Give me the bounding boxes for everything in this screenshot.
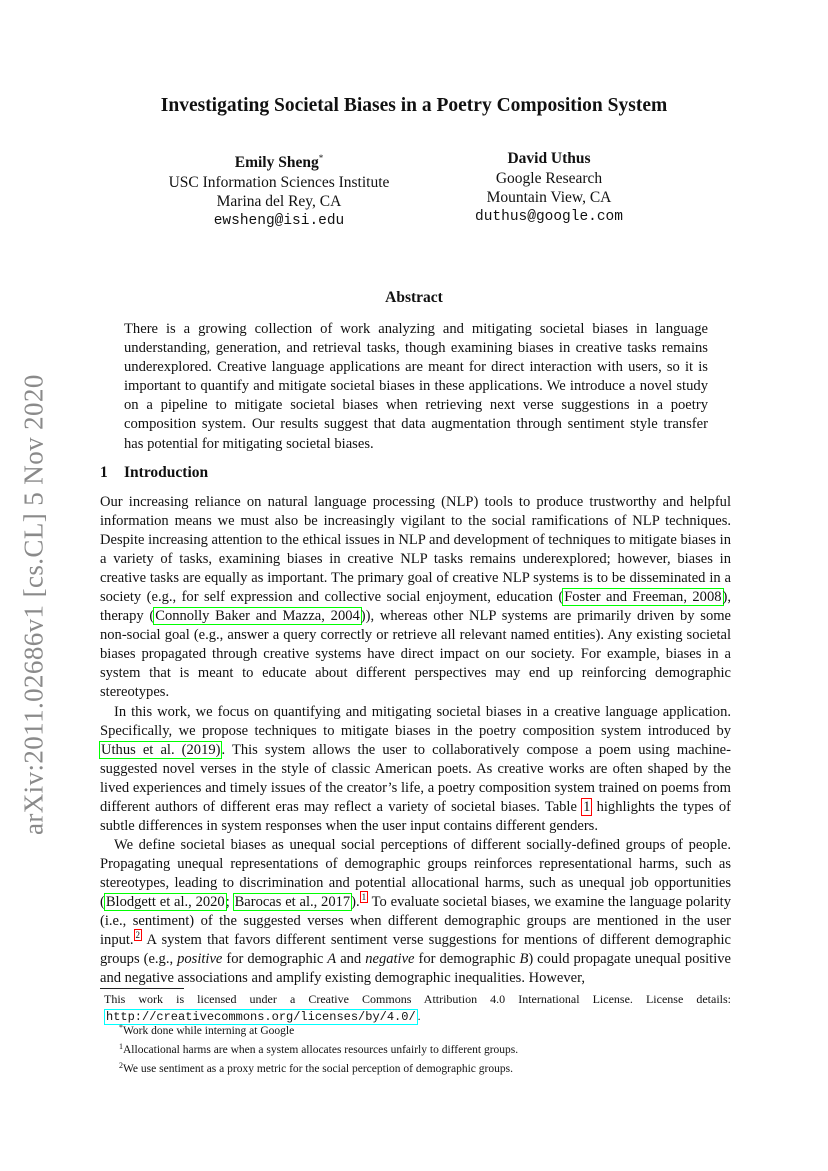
text-run: . This system allows the user to collaboratively compose a poem using machine-suggested novel verses in the style of classic American poets. As creative works are often shaped by the lived experiences and timely issues of the creator’s life, a poetry composition system trained on poems from different authors of different eras may reflect a variety of societal biases. Table — [100, 741, 731, 815]
abstract-heading: Abstract — [385, 289, 443, 306]
author-email: duthus@google.com — [475, 208, 623, 225]
footnote-divider — [100, 988, 184, 989]
citation-link[interactable]: Barocas et al., 2017 — [234, 893, 351, 910]
author-location: Mountain View, CA — [486, 189, 612, 207]
footnote-text: Allocational harms are when a system allocates resources unfairly to different groups. — [123, 1044, 519, 1056]
abstract-text: There is a growing collection of work analyzing and mitigating societal biases in language understanding, generation, and retrieval tasks, though examining biases in creative tasks remains underexplored. Creative language applications are meant for direct interaction with users, so it is important to quantify and mitigate societal biases in these applications. We introduce a novel study on a pipeline to mitigate societal biases when retrieving next verse suggestions in a poetry composition system. Our results suggest that data augmentation through sentiment style transfer has potential for mitigating societal biases. — [124, 321, 708, 452]
author-block-uthus — [399, 149, 699, 227]
arxiv-identifier: arXiv:2011.02686v1 [cs.CL] 5 Nov 2020 — [18, 374, 49, 836]
footnote-text: Work done while interning at Google — [123, 1025, 295, 1037]
footnote — [119, 1020, 731, 1039]
paper-title: Investigating Societal Biases in a Poetry Composition System — [160, 95, 668, 116]
author-affiliation: Google Research — [495, 169, 603, 187]
footnote-link[interactable]: 1 — [361, 891, 367, 902]
text-run: To evaluate societal biases, we examine the language polarity (i.e., sentiment) of the suggested verses when different demographic groups are mentioned in the user input. — [100, 893, 731, 949]
text-run: A system that favors different sentiment verse suggestions for mentions of different demographic groups (e.g., — [100, 932, 731, 968]
text-run: We define societal biases as unequal social perceptions of different socially-defined groups of people. Propagating unequal representations of demographic groups reinforces representational harms, such as stereotypes, leading to discrimination and potential allocational harms, such as unequal job opportunities ( — [100, 836, 731, 910]
author-location: Marina del Rey, CA — [216, 193, 342, 211]
citation-link[interactable]: Foster and Freeman, 2008 — [564, 589, 722, 606]
footnote-mark: * — [119, 1023, 123, 1032]
section-number: 1 — [100, 464, 108, 481]
footnote-text: We use sentiment as a proxy metric for the social perception of demographic groups. — [123, 1063, 513, 1075]
text-run: Our increasing reliance on natural language processing (NLP) tools to produce trustworthy and helpful information means we must also be increasingly vigilant to the social ramifications of NLP techniques. Despite increasing attention to the ethical issues in NLP and development of techniques to mitigate biases in a variety of tasks, examining biases in creative NLP tasks remains underexplored; however, biases in creative tasks are equally as important. The primary goal of creative NLP systems is to be disseminated in a society (e.g., for self expression and collective social enjoyment, education ( — [100, 494, 731, 606]
footnote-link[interactable]: 2 — [135, 930, 141, 941]
text-run: )), whereas other NLP systems are primarily driven by some non-social goal (e.g., answer a query correctly or retrieve all relevant named entities). Any existing societal biases propagated through creative systems have direct impact on our society. For example, biases in a system that is meant to educate about different perspectives may end up reinforcing demographic stereotypes. — [100, 608, 731, 701]
emphasis: A — [327, 951, 337, 968]
paragraph — [100, 703, 731, 836]
introduction-body — [100, 493, 731, 988]
section-title: Introduction — [124, 464, 209, 481]
text-run: ) could propagate unequal positive and negative associations and amplify existing demographic inequalities. However, — [100, 951, 731, 987]
footnote — [119, 1039, 731, 1058]
emphasis: positive — [177, 951, 223, 968]
citation-link[interactable]: Blodgett et al., 2020 — [105, 893, 225, 910]
emphasis: negative — [365, 951, 415, 968]
text-run: In this work, we focus on quantifying and mitigating societal biases in a creative language application. Specifically, we propose techniques to mitigate biases in the poetry composition system introduced by — [100, 703, 731, 739]
author-email: ewsheng@isi.edu — [213, 212, 345, 229]
footnote-mark: 2 — [119, 1061, 123, 1070]
text-run: . — [417, 1008, 421, 1023]
paragraph — [100, 493, 731, 703]
text-run: highlights the types of subtle differences in system responses when the user input contains different genders. — [100, 798, 731, 834]
author-name: David Uthus — [507, 150, 591, 167]
paragraph — [100, 836, 731, 988]
footnotes — [119, 1020, 731, 1077]
citation-link[interactable]: Uthus et al. (2019) — [101, 741, 221, 758]
table-reference-link[interactable]: 1 — [583, 798, 591, 815]
text-run: and — [336, 951, 366, 968]
text-run: for demographic — [222, 951, 328, 968]
footnote — [119, 1058, 731, 1077]
emphasis: B — [519, 951, 529, 968]
author-affiliation: USC Information Sciences Institute — [168, 173, 390, 191]
footnote-mark: 1 — [119, 1042, 123, 1051]
text-run: ; — [225, 893, 234, 910]
license-text: This work is licensed under a Creative Commons Attribution 4.0 International License. License details: — [104, 992, 731, 1006]
text-run: for demographic — [414, 951, 520, 968]
author-footnote-mark[interactable]: * — [318, 153, 324, 163]
text-run: ), therapy ( — [100, 589, 731, 625]
citation-link[interactable]: Connolly Baker and Mazza, 2004 — [155, 608, 360, 625]
author-name: Emily Sheng — [234, 154, 319, 171]
section-heading-introduction — [100, 464, 208, 482]
author-block-sheng — [129, 149, 429, 231]
text-run: ). — [351, 893, 360, 910]
license-url-link[interactable]: http://creativecommons.org/licenses/by/4.0/ — [106, 1009, 416, 1024]
